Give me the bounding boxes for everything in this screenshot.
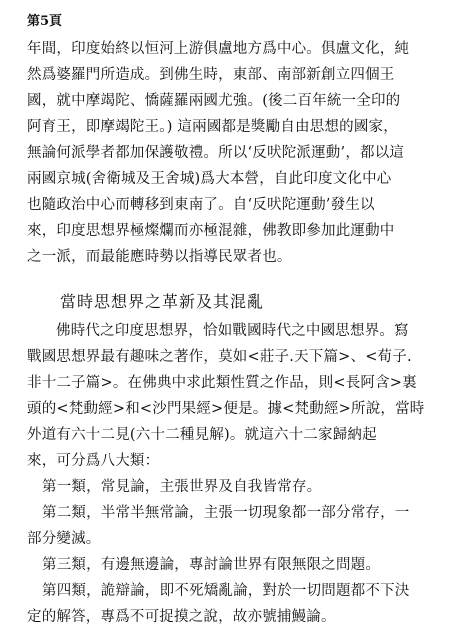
text-line: 國，就中摩竭陀、憍薩羅兩國尤強。(後二百年統一全印的 <box>27 93 401 109</box>
text-line: 第二類，半常半無常論，主張一切現象都一部分常存，一 <box>42 505 410 521</box>
text-line: 部分變滅。 <box>27 531 101 547</box>
text-line: 非十二子篇>。在佛典中求此類性質之作品，則<長阿含>裏 <box>27 375 417 391</box>
text-line: 戰國思想界最有趣味之著作，莫如<莊子.天下篇>、<荀子. <box>27 349 412 365</box>
text-line: 然爲婆羅門所造成。到佛生時，東部、南部新創立四個王 <box>27 67 395 83</box>
text-line: 第一類，常見論，主張世界及自我皆常存。 <box>42 479 322 495</box>
text-line: 佛時代之印度思想界，恰如戰國時代之中國思想界。寫 <box>56 323 409 339</box>
text-line: 來，可分爲八大類： <box>27 453 160 469</box>
text-line: 阿育王，即摩竭陀王。) 這兩國都是獎勵自由思想的國家， <box>27 119 398 135</box>
text-line: 無論何派學者都加保護敬禮。所以‘反吠陀派運動’，都以這 <box>27 145 405 161</box>
text-line: 兩國京城(舍衛城及王舍城)爲大本營，自此印度文化中心 <box>27 171 392 187</box>
text-line: 外道有六十二見(六十二種見解)。就這六十二家歸納起 <box>27 427 377 443</box>
text-line: 頭的<梵動經>和<沙門果經>便是。據<梵動經>所說，當時 <box>27 401 425 417</box>
text-line: 來，印度思想界極燦爛而亦極混雜，佛教即參加此運動中 <box>27 223 395 239</box>
text-line: 第四類，詭辯論，即不死矯亂論，對於一切問題都不下決 <box>42 583 410 599</box>
section-heading: 當時思想界之革新及其混亂 <box>60 292 265 311</box>
text-line: 第三類，有邊無邊論，專討論世界有限無限之問題。 <box>42 557 381 573</box>
text-line: 也隨政治中心而轉移到東南了。自‘反吠陀運動’發生以 <box>27 197 375 213</box>
text-line: 定的解答，專爲不可捉摸之說，故亦號捕鰻論。 <box>27 609 336 625</box>
text-line: 之一派，而最能應時勢以指導民眾者也。 <box>27 249 292 265</box>
text-line: 年間，印度始終以恒河上游俱盧地方爲中心。俱盧文化，純 <box>27 41 410 57</box>
page-number-label: 第5頁 <box>27 14 63 29</box>
